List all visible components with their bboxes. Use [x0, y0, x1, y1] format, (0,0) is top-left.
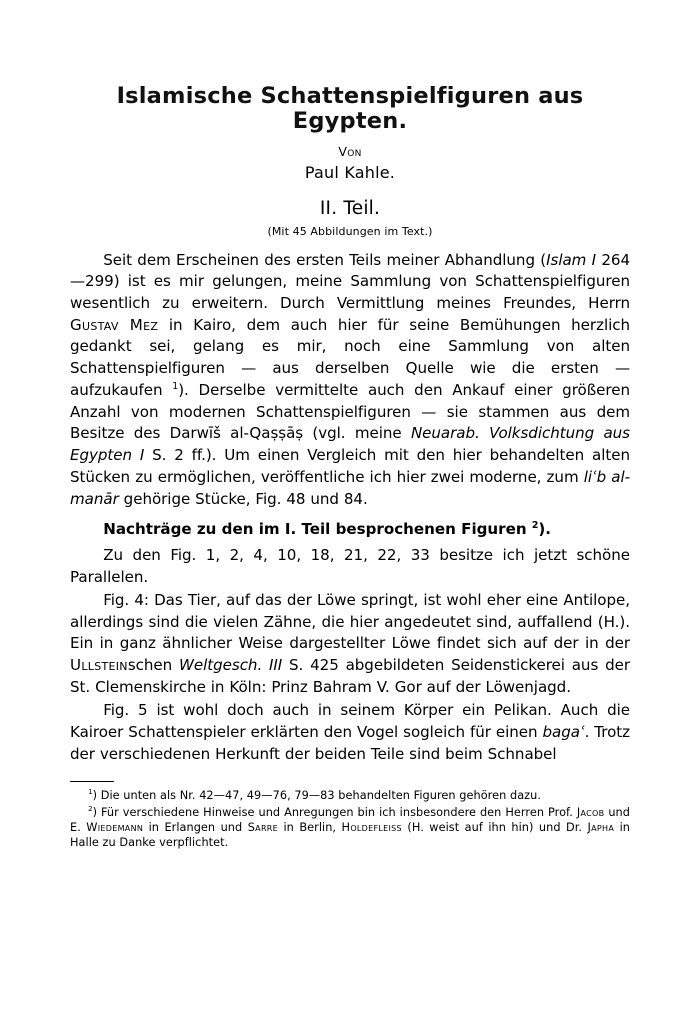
footnote-2: $^2$) Für verschiedene Hinweise und Anregungen bin ich insbesondere den Herren Prof. Jacob und E. Wiedemann in Erlangen und Sarre in Berlin, Holdefleiss (H. weist auf ihn hin) und Dr. Japha in Halle zu Danke verpflichtet.: [70, 804, 630, 850]
paragraph-4: Fig. 5 ist wohl doch auch in seinem Körper ein Pelikan. Auch die Kairoer Schattenspieler erklärten den Vogel sogleich für einen bagaʿ. Trotz der verschiedenen Herkunft der beiden Teile sind beim Schnabel: [70, 701, 630, 763]
author-name: Paul Kahle.: [304, 162, 396, 182]
illustration-note: (Mit 45 Abbildungen im Text.): [267, 224, 433, 238]
footnotes-section: [70, 788, 630, 850]
paragraph-2: Zu den Fig. 1, 2, 4, 10, 18, 21, 22, 33 besitze ich jetzt schöne Parallelen.: [70, 546, 630, 586]
part-heading: II. Teil.: [319, 197, 381, 219]
footnote-1: $^1$) Die unten als Nr. 42—47, 49—76, 79—83 behandelten Figuren gehören dazu.: [88, 788, 542, 803]
byline-von-label: Von: [338, 143, 362, 159]
paragraph-3: Fig. 4: Das Tier, auf das der Löwe springt, ist wohl eher eine Antilope, allerdings sind die vielen Zähne, die hier angedeutet sind, auffallend (H.). Ein in ganz ähnlicher Weise dargestellter Löwe findet sich auf der in der Ullsteinschen Weltgesch. III S. 425 abgebildeten Seidenstickerei aus der St. Clemenskirche in Köln: Prinz Bahram V. Gor auf der Löwenjagd.: [70, 591, 630, 696]
section-heading-nachtraege: Nachträge zu den im I. Teil besprochenen Figuren $^2$).: [103, 520, 552, 539]
page-title: Islamische Schattenspielfiguren aus Egypten.: [116, 83, 584, 134]
footnote-divider: [70, 781, 114, 782]
paragraph-1: Seit dem Erscheinen des ersten Teils meiner Abhandlung (Islam I 264—299) ist es mir gelungen, meine Sammlung von Schattenspielfiguren wesentlich zu erweitern. Durch Vermittlung meines Freundes, Herrn Gustav Mez in Kairo, dem auch hier für seine Bemühungen herzlich gedankt sei, gelang es mir, noch eine Sammlung von alten Schattenspielfiguren — aus derselben Quelle wie die ersten — aufzukaufen $^1$). Derselbe vermittelte auch den Ankauf einer größeren Anzahl von modernen Schattenspielfiguren — sie stammen aus dem Besitze des Darwīš al-Qaṣṣāṣ (vgl. meine Neuarab. Volksdichtung aus Egypten I S. 2 ff.). Um einen Vergleich mit den hier behandelten alten Stücken zu ermöglichen, veröffentliche ich hier zwei moderne, zum liʿb al-manār gehörige Stücke, Fig. 48 und 84.: [70, 250, 631, 508]
